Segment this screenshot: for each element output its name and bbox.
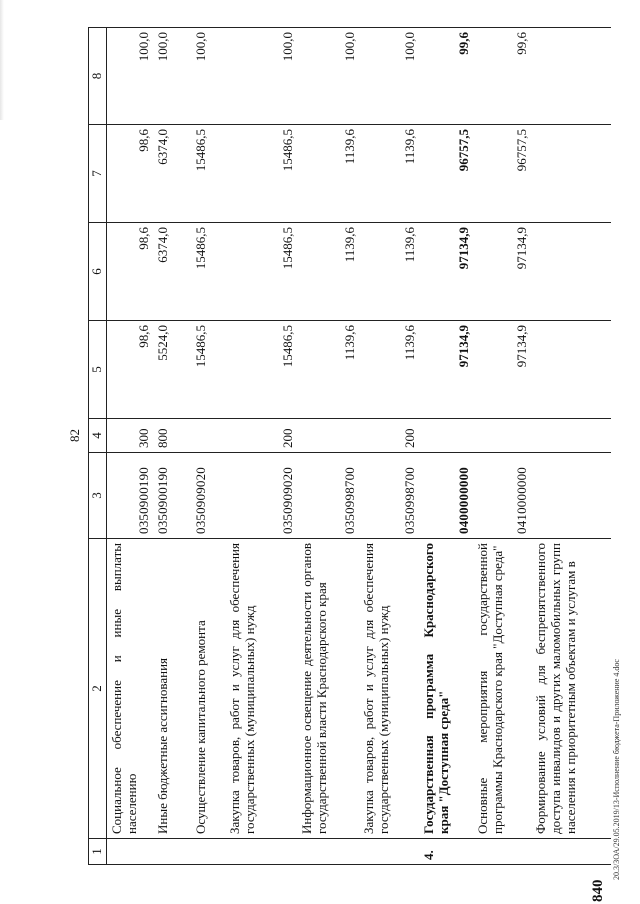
row-c8: 100,0 (225, 28, 297, 125)
row-c6: 15486,5 (225, 223, 297, 321)
row-c7: 96757,5 (473, 125, 531, 223)
header-cell: 5 (89, 321, 107, 419)
row-c7: 15486,5 (225, 125, 297, 223)
row-vr (419, 419, 473, 453)
row-code (531, 453, 611, 539)
row-name: Иные бюджетные ассигнования (153, 539, 191, 839)
row-c5: 15486,5 (191, 321, 225, 419)
row-name: Закупка товаров, работ и услуг для обеспечения государственных (муниципальных) нужд (359, 539, 419, 839)
row-code: 0400000000 (419, 453, 473, 539)
header-cell: 7 (89, 125, 107, 223)
row-number: 4. (419, 839, 473, 865)
table-row (359, 28, 419, 865)
table-row (473, 28, 531, 865)
row-number (225, 839, 297, 865)
row-c7: 98,6 (107, 125, 153, 223)
row-number (297, 839, 359, 865)
row-c8: 100,0 (359, 28, 419, 125)
row-c6: 15486,5 (191, 223, 225, 321)
row-vr (297, 419, 359, 453)
header-cell: 6 (89, 223, 107, 321)
budget-table-rotated (88, 28, 590, 865)
header-cell: 2 (89, 539, 107, 839)
row-code: 0410000000 (473, 453, 531, 539)
row-c5: 15486,5 (225, 321, 297, 419)
table-row (297, 28, 359, 865)
header-cell: 4 (89, 419, 107, 453)
row-code: 0350998700 (297, 453, 359, 539)
row-c6: 1139,6 (359, 223, 419, 321)
row-number (153, 839, 191, 865)
table-row (191, 28, 225, 865)
row-c7 (531, 125, 611, 223)
row-c8: 99,6 (473, 28, 531, 125)
row-c5: 1139,6 (297, 321, 359, 419)
row-c5: 97134,9 (419, 321, 473, 419)
row-c5: 98,6 (107, 321, 153, 419)
row-c6: 97134,9 (473, 223, 531, 321)
row-number (531, 839, 611, 865)
row-code: 0350900190 (107, 453, 153, 539)
row-code: 0350909020 (225, 453, 297, 539)
row-name: Осуществление капитального ремонта (191, 539, 225, 839)
table-row (107, 28, 153, 865)
sheet-number: 840 (590, 879, 606, 902)
row-code: 0350998700 (359, 453, 419, 539)
row-number (191, 839, 225, 865)
row-vr (191, 419, 225, 453)
row-c6: 97134,9 (419, 223, 473, 321)
row-name: Основные мероприятия государственной программы Краснодарского края "Доступная среда" (473, 539, 531, 839)
header-row (89, 28, 107, 865)
row-c8: 100,0 (107, 28, 153, 125)
header-cell: 3 (89, 453, 107, 539)
footer-file-path: 20.3/ЗОА/29.05.2019/13-Исполнение бюджета-Приложение 4.doc (612, 659, 621, 880)
row-vr (531, 419, 611, 453)
page-number: 82 (67, 429, 82, 442)
header-cell: 8 (89, 28, 107, 125)
row-c5: 5524,0 (153, 321, 191, 419)
row-c8: 99,6 (419, 28, 473, 125)
row-name: Государственная программа Краснодарского края "Доступная среда" (419, 539, 473, 839)
row-c8: 100,0 (191, 28, 225, 125)
table-row (419, 28, 473, 865)
row-c8: 100,0 (297, 28, 359, 125)
table-row (153, 28, 191, 865)
row-c7: 1139,6 (359, 125, 419, 223)
row-c5: 97134,9 (473, 321, 531, 419)
budget-table (88, 27, 611, 865)
row-c6 (531, 223, 611, 321)
row-name: Закупка товаров, работ и услуг для обеспечения государственных (муниципальных) нужд (225, 539, 297, 839)
scan-edge (0, 0, 4, 120)
row-c6: 98,6 (107, 223, 153, 321)
table-row (531, 28, 611, 865)
row-name: Информационное освещение деятельности органов государственной власти Краснодарского края (297, 539, 359, 839)
row-c5 (531, 321, 611, 419)
row-c7: 96757,5 (419, 125, 473, 223)
row-number (473, 839, 531, 865)
row-name: Формирование условий для беспрепятственного доступа инвалидов и других маломобильных групп населения к приоритетным объектам и услугам в (531, 539, 611, 839)
header-cell: 1 (89, 839, 107, 865)
table-row (225, 28, 297, 865)
row-c6: 1139,6 (297, 223, 359, 321)
row-name: Социальное обеспечение и иные выплаты населению (107, 539, 153, 839)
row-c7: 6374,0 (153, 125, 191, 223)
row-code: 0350900190 (153, 453, 191, 539)
row-number (359, 839, 419, 865)
row-vr (473, 419, 531, 453)
row-vr: 200 (359, 419, 419, 453)
row-c7: 15486,5 (191, 125, 225, 223)
row-vr: 800 (153, 419, 191, 453)
row-c5: 1139,6 (359, 321, 419, 419)
row-c6: 6374,0 (153, 223, 191, 321)
row-number (107, 839, 153, 865)
row-c8: 100,0 (153, 28, 191, 125)
row-c8 (531, 28, 611, 125)
row-vr: 300 (107, 419, 153, 453)
row-vr: 200 (225, 419, 297, 453)
row-c7: 1139,6 (297, 125, 359, 223)
row-code: 0350909020 (191, 453, 225, 539)
